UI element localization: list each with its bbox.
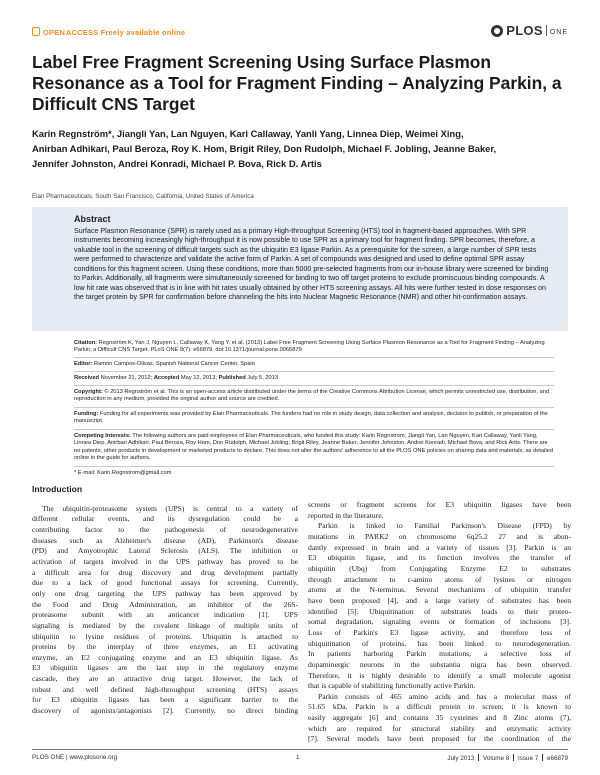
accepted-label: Accepted <box>153 375 180 381</box>
author-line: Jennifer Johnston, Andrei Konradi, Michael P. Bova, Rick D. Artis <box>32 158 322 169</box>
body-line: a difficult area for drug discovery and drug development partially <box>32 567 298 577</box>
published-label: Published <box>218 375 246 381</box>
body-line: Parkin is linked to Familial Parkinson's Disease (FPD) by <box>318 521 571 531</box>
body-line: diseases such as Alzheimer's disease (AD), Parkinson's disease <box>32 535 298 545</box>
body-line: only one drug targeting the UPS pathway has been approved by <box>32 588 298 598</box>
body-line: Parkin consists of 465 amino acids and has a molecular mass of <box>318 691 571 701</box>
citation-label: Citation: <box>74 340 98 346</box>
footer-divider <box>32 749 568 750</box>
accepted-date: May 12, 2013; <box>180 375 217 381</box>
copyright-text: © 2013 Regnström et al. This is an open-access article distributed under the terms of the Creative Commons Attribution License, which permits unrestricted use, distribution, and reproduction in any medium, provided the original author and source are credited. <box>74 389 550 403</box>
citation <box>74 340 554 355</box>
body-line: that is capable of stabilizing functionally active Parkin. <box>308 681 476 691</box>
body-line: the Food and Drug Administration, an inhibitor of the 26S- <box>32 599 298 609</box>
body-line: Therefore, it is highly desirable to identify a small molecule agonist <box>308 670 571 680</box>
meta-divider <box>74 357 554 358</box>
editor-label: Editor: <box>74 361 93 367</box>
body-line: E3 ubiquitin ligases are the last step in the regulatory enzyme <box>32 663 298 673</box>
logo-divider <box>546 25 547 36</box>
body-line: 51.65 kDa. Parkin is a difficult protein to screen; it is known to <box>308 702 571 712</box>
dates <box>74 375 554 382</box>
body-line: ubiquitin (Ubq) from Conjugating Enzyme E2 to substrates <box>308 563 571 573</box>
body-line: identified [5]. Ubiquitination of substrates leads to their proteo- <box>308 606 571 616</box>
body-line: ubiquitin to lysine residues of proteins. Ubiquitin is attached to <box>32 631 298 641</box>
body-line: proteasome subunit with an anticancer indication [1]. UPS <box>32 610 298 620</box>
journal-logo-sub: ONE <box>549 29 568 36</box>
competing-label: Competing Interests: <box>74 433 131 439</box>
footer-volume: Volume 8 <box>483 755 510 762</box>
author-line: Karin Regnström*, Jiangli Yan, Lan Nguyen, Kari Callaway, Yanli Yang, Linnea Diep, Weimei Xing, <box>32 128 464 139</box>
competing-text: The following authors are paid employees of Elan Pharmaceuticals, who funded this study: Karin Regnstrom, Jiangli Yan, Lan Nguyen, Kari Callaway, Yanli Yang, Linnea Diep, Anirban Adhikari, Paul Beroza, Roy Hom, Don Rudolph, Michael Jobling, Brigit Riley, Jeanne Baker, Jennifer Johnston, Andrei Konradi, Michael Bova, and Rick Artis. There are no patents, other products in development or marketed products to declare. This does not alter the authors' adherence to all the PLOS ONE policies on sharing data and materials, as detailed online in the guide for authors. <box>74 433 554 461</box>
body-line: Loss of Parkin's E3 ligase activity, and therefore loss of <box>308 627 571 637</box>
body-line: enzyme, an E2 conjugating enzyme and an E3 ubiquitin ligase. As <box>32 652 298 662</box>
body-line: dantly expressed in brain and a variety of tissues [3]. Parkin is an <box>308 542 571 552</box>
footer-separator <box>513 754 514 761</box>
body-line: atoms at the N-terminus. Several mechanisms of ubiquitin transfer <box>308 585 571 595</box>
journal-logo-word: PLOS <box>506 23 543 38</box>
body-line: robust and well defined high-throughput screening (HTS) assays <box>32 684 298 694</box>
affiliation: Elan Pharmaceuticals, South San Francisco, California, United States of America <box>32 193 254 200</box>
received-label: Received <box>74 375 99 381</box>
editor <box>74 361 554 368</box>
meta-divider <box>74 407 554 408</box>
left-column <box>32 493 298 717</box>
citation-text: Regnström K, Yan J, Nguyen L, Callaway K, Yang Y, et al. (2013) Label Free Fragment Screening Using Surface Plasmon Resonance as a Tool for Fragment Finding – Analyzing Parkin, a Difficult CNS Target. PLoS ONE 8(7): e66879. doi:10.1371/journal.pone.0066879 <box>74 340 545 354</box>
plos-logo-icon <box>491 25 503 37</box>
funding-text: Funding for all experiments was provided by Elan Pharmaceuticals. The funders had no role in study design, data collection and analysis, decision to publish, or preparation of the manuscript. <box>74 411 548 425</box>
body-line: E3 ubiquitin ligase, and its function involves the transfer of <box>308 553 571 563</box>
body-line: [7]. Several models have been proposed for the coordination of the <box>308 734 571 744</box>
competing-interests <box>74 433 554 462</box>
body-line: In patients harboring Parkin mutations, a selective loss of <box>308 649 571 659</box>
body-line: due to a lack of good functional assays for screening. Currently, <box>32 578 298 588</box>
footer-separator <box>478 754 479 761</box>
body-line: which are required for structural stability and enzymatic activity <box>308 723 571 733</box>
access-label: ACCESS <box>65 28 99 37</box>
editor-text: Ramón Campos-Olivas, Spanish National Cancer Center, Spain <box>93 361 255 367</box>
body-line: contributing factor to the pathogenesis of neurodegenerative <box>32 524 298 534</box>
meta-divider <box>74 429 554 430</box>
author-line: Anirban Adhikari, Paul Beroza, Roy K. Hom, Brigit Riley, Don Rudolph, Michael F. Jobling, Jeanne Baker, <box>32 143 497 154</box>
meta-divider <box>74 385 554 386</box>
footer-issue: Issue 7 <box>517 755 539 762</box>
body-line: The ubiquitin-proteasome system (UPS) is central to a variety of <box>42 503 298 513</box>
meta-divider <box>74 371 554 372</box>
body-line: activation of targets involved in the UPS pathway has proved to be <box>32 556 298 566</box>
body-line: discovery of agonists/antagonists [2]. Currently, no direct binding <box>32 706 298 716</box>
footer-journal: PLOS ONE | www.plosone.org <box>32 754 118 761</box>
funding-label: Funding: <box>74 411 99 417</box>
footer-article: e66879 <box>546 755 568 762</box>
body-line: through attachment to ε-amino atoms of lysines or nitrogen <box>308 574 571 584</box>
body-line: have been proposed [4], and a large variety of substrates has been <box>308 595 571 605</box>
published-date: July 5, 2013 <box>247 375 279 381</box>
footer-date: July 2013 <box>447 755 475 762</box>
body-line: signaling is mediated by the covalent linkage of multiple units of <box>32 620 298 630</box>
page-number: 1 <box>296 754 300 761</box>
abstract-text: Surface Plasmon Resonance (SPR) is rarely used as a primary High-throughput Screening (HTS) tool in fragment-based approaches. With SPR instruments becoming increasingly high-throughput it is now possible to use SPR as a primary tool for fragment finding. SPR becomes, therefore, a valuable tool in the screening of difficult targets such as the ubiquitin E3 ligase Parkin. As a prerequisite for the screen, a large number of SPR tests were performed to characterize and validate the active form of Parkin. A set of compounds was designed and used to define optimal SPR assay conditions for this fragment screen. Using these conditions, more than 5000 pre-selected fragments from our in-house library were screened for binding to Parkin. Additionally, all fragments were simultaneously screened for binding to two off target proteins to exclude promiscuous binding compounds. A low hit rate was observed that is in line with hit rates usually obtained by other HTS screening assays. All hits were further tested in dose responses on the target protein by SPR for confirmation before channeling the hits into Nuclear Magnetic Resonance (NMR) and other hit-confirmation assays. <box>74 227 549 302</box>
body-line: reported in the literature. <box>308 510 384 520</box>
copyright-label: Copyright: <box>74 389 103 395</box>
open-access-badge <box>32 27 185 37</box>
body-line: for E3 ubiquitin ligases has been a significant barrier to the <box>32 695 298 705</box>
email: * E-mail: Karin.Regnstrom@gmail.com <box>74 470 172 476</box>
funding <box>74 411 554 426</box>
open-lock-icon <box>32 27 40 36</box>
received-date: November 21, 2012; <box>100 375 153 381</box>
introduction-heading: Introduction <box>32 484 83 494</box>
body-line: (PD) and Amyotrophic Lateral Sclerosis (ALS). The inhibition or <box>32 546 298 556</box>
body-line: somal degradation, signaling events or formation of inclusions [3]. <box>308 617 571 627</box>
freely-available-label: Freely available online <box>100 28 186 37</box>
body-line: proteins by the interplay of three enzymes, an E1 activating <box>32 642 298 652</box>
body-line: dopaminergic neurons in the substantia nigra has been observed. <box>308 659 571 669</box>
body-line: different cellular events, and its dysregulation could be a <box>32 514 298 524</box>
copyright <box>74 389 554 404</box>
right-column <box>308 500 571 745</box>
body-line: screens or fragment screens for E3 ubiquitin ligases have been <box>308 500 571 509</box>
abstract-heading: Abstract <box>74 214 111 224</box>
article-title: Label Free Fragment Screening Using Surface Plasmon Resonance as a Tool for Fragment Finding – Analyzing Parkin, a Difficult CNS Target <box>32 52 562 114</box>
journal-logo <box>491 22 568 40</box>
body-line: easily aggregate [6] and contains 35 cysteines and 8 Zinc atoms (7), <box>308 713 571 723</box>
body-line: mutations in PARK2 on chromosome 6q25.2 27 and is abun- <box>308 531 571 541</box>
author-list <box>32 126 572 171</box>
open-label: OPEN <box>43 28 66 37</box>
footer-issue-info <box>447 754 568 762</box>
body-line: ubiquitination of proteins, has been linked to neurodegeneration. <box>308 638 571 648</box>
body-line: cascade, they are an attractive drug target. However, the lack of <box>32 674 298 684</box>
footer-separator <box>542 754 543 761</box>
meta-divider <box>74 466 554 467</box>
